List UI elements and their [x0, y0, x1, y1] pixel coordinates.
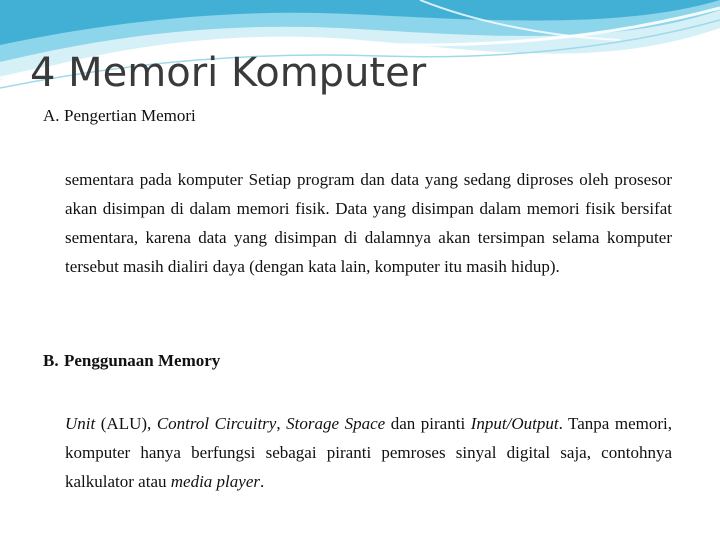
- section-a-heading: [43, 106, 196, 126]
- term-input-output: Input/Output: [470, 414, 559, 433]
- paragraph-a: sementara pada komputer Setiap program dan data yang sedang diproses oleh prosesor akan disimpan di dalam memori fisik. Data yang disimpan dalam memori fisik bersifat sementara, karena data yang disimpan di dalamnya akan tersimpan selama komputer tersebut masih dialiri daya (dengan kata lain, komputer itu masih hidup).: [65, 170, 672, 276]
- term-unit: Unit: [65, 414, 96, 433]
- section-b-label: Penggunaan Memory: [64, 351, 221, 370]
- paragraph-b-text-4: . Tanpa memori, komputer hanya berfungsi sebagai piranti pemroses sinyal digital saja, contohnya kalkulator atau: [65, 414, 673, 491]
- paragraph-b: [65, 409, 672, 496]
- term-storage-space: Storage Space: [286, 414, 386, 433]
- section-a-letter: A.: [43, 106, 60, 125]
- paragraph-b-text-3: dan piranti: [385, 414, 471, 433]
- term-media-player: media player: [170, 472, 260, 491]
- paragraph-b-text-1: (ALU),: [95, 414, 157, 433]
- section-b-letter: B.: [43, 351, 59, 370]
- term-control-circuitry: Control Circuitry: [156, 414, 277, 433]
- slide-title: 4 Memori Komputer: [30, 50, 427, 96]
- paragraph-b-text-2: ,: [276, 414, 287, 433]
- section-b-heading: [43, 351, 220, 371]
- section-a-label: Pengertian Memori: [64, 106, 196, 125]
- paragraph-b-text-5: .: [259, 472, 265, 491]
